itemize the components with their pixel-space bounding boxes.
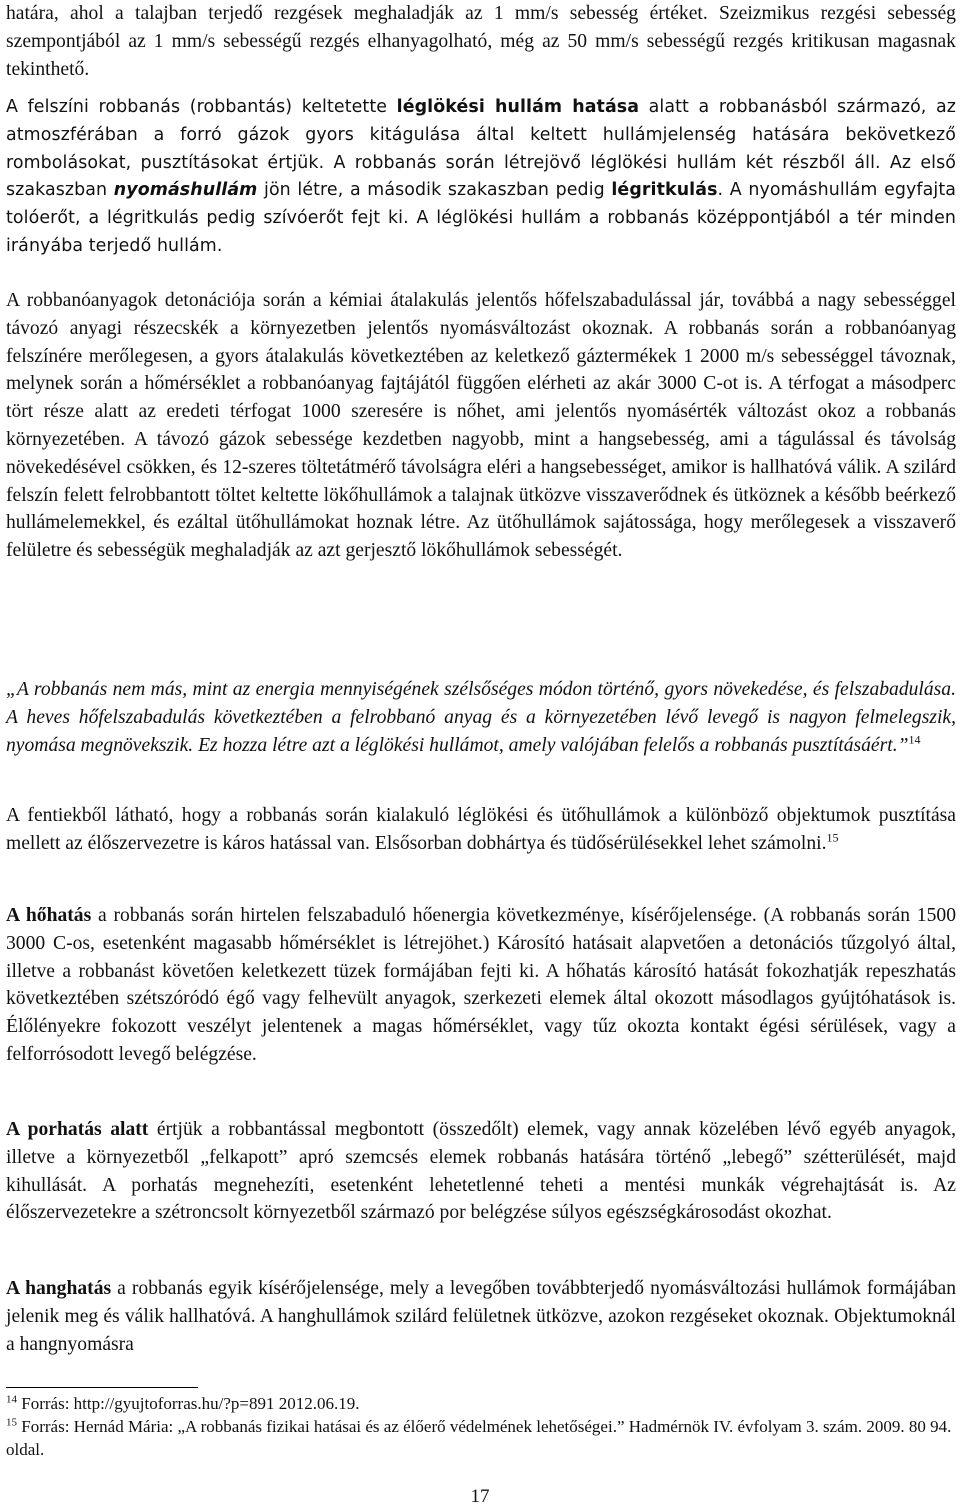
paragraph-text: értjük a robbantással megbontott (összedőlt) elemek, vagy annak közelében lévő egyéb anyagok, illetve a környezetből „felkapott” apró szemcsés elemek robbanás hatására történő „lebegő” szétterülését, majd kihullását. A porhatás megnehezíti, esetenként lehetetlenné teheti a mentési munkák végrehajtását is. Az élőszervezetekre a szétroncsolt környezetből származó por belégzése súlyos egészségkárosodást okozhat. (6, 1119, 957, 1224)
paragraph-injuries (6, 802, 956, 858)
term-sound-effect: A hanghatás (6, 1278, 112, 1299)
term-rarefaction: légritkulás (611, 180, 718, 201)
term-blast-wave-effect: léglökési hullám hatása (396, 97, 640, 117)
footnote-number: 14 (6, 1393, 17, 1406)
term-heat-effect: A hőhatás (6, 905, 92, 926)
footnote-text: Forrás: http://gyujtoforras.hu/?p=891 2012.06.19. (17, 1394, 360, 1413)
line: rezgési sebesség szempontjából az 1 mm/s sebességű rezgés elhanyagolható, még az 50 mm/s (6, 3, 956, 52)
footnote-ref-14: 14 (908, 732, 921, 747)
paragraph-text: A fentiekből látható, hogy a robbanás során kialakuló léglökési és ütőhullámok a különböző objektumok pusztítása mellett az élőszervezetre is káros hatással van. Elsősorban dobhártya és tüdősérülésekkel lehet számolni. (6, 805, 956, 854)
text-run: jön létre, a második szakaszban pedig (257, 180, 612, 201)
footnote-ref-15: 15 (826, 830, 839, 845)
page-number: 17 (470, 1486, 490, 1507)
text-run: A felszíni robbanás (robbantás) keltetette (6, 97, 397, 117)
text-run: . A nyomáshullám egyfajta tolóerőt, a légritkulás pedig szívóerőt fejt ki. A léglökési hullám a robbanás középpontjából a tér minden irányába terjedő hullám. (6, 180, 956, 256)
footnotes (6, 1392, 956, 1461)
term-pressure-wave: nyomáshullám (113, 180, 258, 201)
quote-text: „A robbanás nem más, mint az energia mennyiségének szélsőséges módon történő, gyors növekedése, és felszabadulása. A heves hőfelszabadulás következtében a felrobbanó anyag és a környezetében lévő levegő is nagyon felmelegszik, nyomása megnövekszik. Ez hozza létre azt a léglökési hullámot, amely valójában felelős a robbanás pusztításáért.” (6, 679, 956, 756)
paragraph-text: A robbanóanyagok detonációja során a kémiai átalakulás jelentős hőfelszabadulással jár, továbbá a nagy sebességgel távozó anyagi részecskék a környezetben jelentős nyomásváltozást okoznak. A robbanás során a robbanóanyag felszínére merőlegesen, a gyors átalakulás következtében az keletkező gáztermékek 1 2000 m/s sebességgel távoznak, melynek során a hőmérséklet a robbanóanyag fajtájától függően elérheti az akár 3000 C-ot is. A térfogat a másodperc tört része alatt az eredeti térfogat 1000 szeresére is nőhet, ami jelentős nyomásérték változást okoz a robbanás környezetében. A távozó gázok sebessége kezdetben nagyobb, mint a hangsebesség, ami a tágulással és távolság növekedésével csökken, és 12-szeres töltetátmérő távolságra eléri a hangsebességet, amikor is hallhatóvá válik. A szilárd felszín felett felrobbantott töltet keltette lökőhullámok a talajnak ütközve visszaverődnek és ütköznek a később beérkező hullámelemekkel, és ezáltal ütőhullámokat hoznak létre. Az ütőhullámok sajátossága, hogy merőlegesek a visszaverő felületre és sebességük meghaladják az azt gerjesztő lökőhullámok sebességét. (6, 290, 956, 562)
footnote-number: 15 (6, 1416, 17, 1429)
line: határa, ahol a talajban terjedő rezgések meghaladják az 1 mm/s sebesség értéket. Szeizmikus (6, 3, 810, 24)
paragraph-vibration-end (6, 0, 956, 83)
footnote-separator (6, 1387, 198, 1388)
paragraph-heat-effect (6, 902, 956, 1069)
footnote-text: Forrás: Hernád Mária: „A robbanás fizikai hatásai és az élőerő védelmének lehetőségei.” Hadmérnök IV. évfolyam 3. szám. 2009. 80 94. oldal. (6, 1417, 952, 1459)
paragraph-text: a robbanás egyik kísérőjelensége, mely a levegőben továbbterjedő nyomásváltozási hullámok formájában jelenik meg és válik hallhatóvá. A hanghullámok szilárd felületnek ütközve, azokon rezgéseket okoznak. Objektumoknál a hangnyomásra (6, 1278, 956, 1355)
paragraph-dust-effect (6, 1116, 956, 1227)
line: sebességű rezgés kritikusan magasnak tekinthető. (6, 30, 956, 80)
block-quote (6, 676, 956, 759)
footnote-15 (6, 1415, 956, 1461)
term-dust-effect: A porhatás alatt (6, 1119, 149, 1140)
footnote-14 (6, 1392, 956, 1415)
paragraph-detonation (6, 287, 956, 565)
paragraph-sound-effect (6, 1275, 956, 1358)
paragraph-blast-wave (6, 94, 956, 261)
text-run: alatt a robbanásból származó, az atmoszférában a forró gázok gyors kitágulása által keltett hullámjelenség hatására bekövetkező rombolásokat, pusztításokat értjük. A robbanás során létrejövő léglökési hullám két részből áll. Az első szakaszban (6, 97, 957, 201)
paragraph-text: a robbanás során hirtelen felszabaduló hőenergia következménye, kísérőjelensége. (A robbanás során 1500 3000 C-os, esetenként magasabb hőmérséklet is létrejöhet.) Károsító hatásait alapvetően a detonációs tűzgolyó által, illetve a robbanást követően keletkezett tüzek formájában fejti ki. A hőhatás károsító hatását fokozhatják repeszhatás következtében szétszóródó égő vagy felhevült anyagok, szerkezeti elemek által okozott másodlagos gyújtóhatások is. Élőlényekre fokozott veszélyt jelentenek a magas hőmérséklet, vagy tűz okozta kontakt égési sérülések, vagy a felforrósodott levegő belégzése. (6, 905, 956, 1065)
